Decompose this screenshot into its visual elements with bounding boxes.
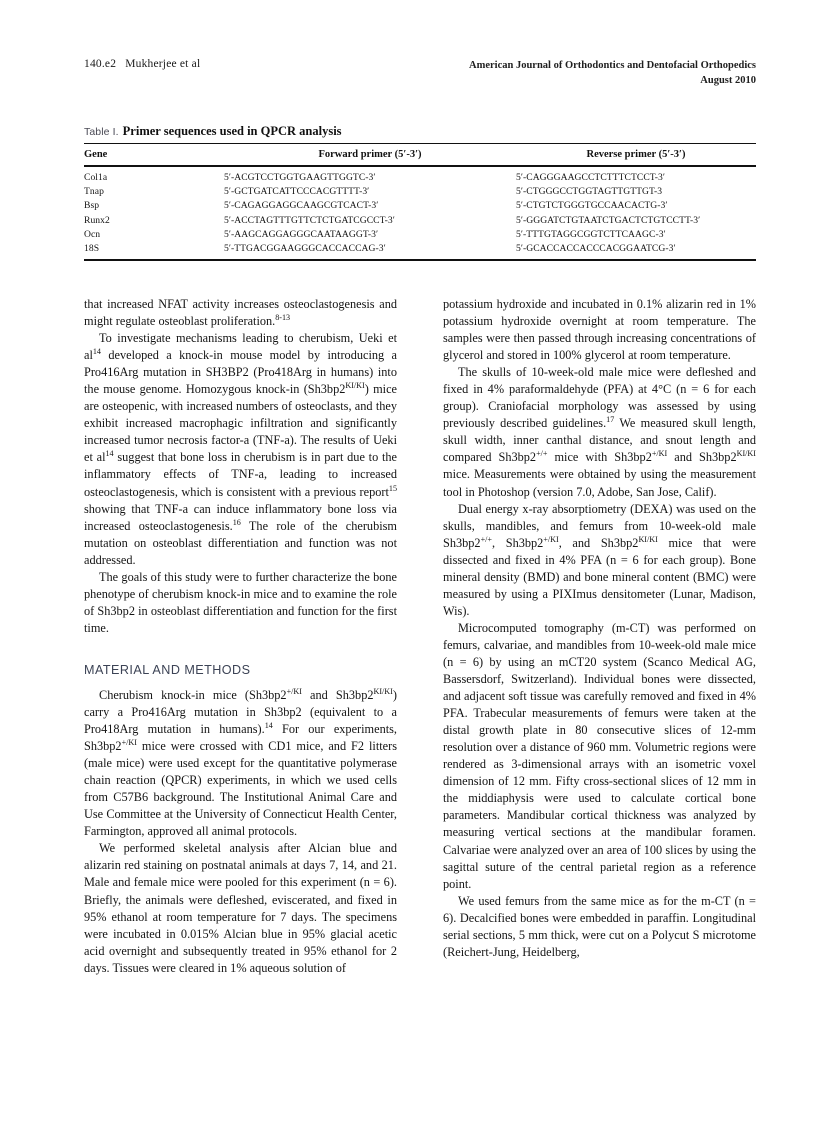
cell-gene: Tnap — [84, 186, 104, 198]
running-head-right — [469, 58, 756, 88]
citation-ref: 14 — [105, 449, 114, 459]
cell-gene: Runx2 — [84, 214, 110, 226]
cell-reverse-primer: 5′-GCACCACCACCCACGGAATCG-3′ — [516, 242, 676, 254]
paragraph-text: and Sh3bp2 — [667, 450, 737, 465]
running-head-authors: Mukherjee et al — [125, 58, 201, 70]
paragraph-knockin-mice — [84, 687, 397, 840]
genotype-superscript: KI/KI — [345, 381, 365, 391]
cell-forward-primer: 5′-CAGAGGAGGCAAGCGTCACT-3′ — [224, 200, 379, 212]
cell-forward-primer: 5′-ACGTCCTGGTGAAGTTGGTC-3′ — [224, 172, 376, 183]
table-row — [84, 166, 756, 185]
body-columns — [84, 296, 756, 1056]
left-column — [84, 296, 397, 977]
paragraph-continued: potassium hydroxide and incubated in 0.1% alizarin red in 1% potassium hydroxide overnight at room temperature. The samples were then passed through increasing concentrations of glycerol and stored in 100% glycerol at room temperature. — [443, 297, 756, 363]
genotype-superscript: +/KI — [121, 737, 137, 747]
paragraph-text: , and Sh3bp2 — [558, 535, 639, 550]
cell-forward-primer: 5′-ACCTAGTTTGTTCTCTGATCGCCT-3′ — [224, 214, 395, 226]
paragraph-text: and Sh3bp2 — [301, 687, 374, 702]
paragraph-text: ) carry a Pro416Arg mutation in Sh3bp2 (equivalent to a Pro418Arg mutation in humans). — [84, 687, 397, 737]
table-bottom-rule — [84, 259, 756, 261]
table-row — [84, 227, 756, 241]
genotype-superscript: KI/KI — [736, 449, 756, 459]
paragraph-text: mice that were dissected and fixed in 4% PFA (n = 6 for each group). Bone mineral density (BMD) and bone mineral content (BMC) were measured by using a PIXImus densitometer (Lunar, Madison, Wis). — [443, 535, 757, 618]
cell-forward-primer: 5′-TTGACGGAAGGGCACCACCAG-3′ — [224, 242, 386, 254]
right-column — [443, 296, 756, 961]
column-header-forward-primer: Forward primer (5′-3′) — [224, 144, 516, 167]
genotype-superscript: +/KI — [286, 686, 302, 696]
table-row — [84, 199, 756, 213]
citation-ref: 16 — [232, 517, 241, 527]
citation-ref: 17 — [606, 415, 615, 425]
issue-date: August 2010 — [700, 75, 756, 87]
genotype-superscript: +/KI — [651, 449, 668, 459]
cell-forward-primer: 5′-GCTGATCATTCCCACGTTTT-3′ — [224, 186, 370, 198]
citation-ref: 15 — [388, 483, 397, 493]
genotype-superscript: +/+ — [536, 449, 548, 459]
cell-reverse-primer: 5′-CTGTCTGGGTGCCAACACTG-3′ — [516, 200, 668, 212]
running-head — [84, 58, 756, 98]
paragraph-dexa — [443, 501, 756, 620]
primer-table — [84, 143, 756, 259]
paragraph-text: developed a knock-in mouse model by introducing a Pro416Arg mutation in SH3BP2 (Pro418Arg in humans) into the mouse genome. Homozygous knock-in (Sh3bp2 — [84, 348, 397, 397]
paragraph-text: mice with Sh3bp2 — [547, 450, 652, 465]
cell-reverse-primer: 5′-TTTGTAGGCGGTCTTCAAGC-3′ — [516, 228, 666, 240]
table-body — [84, 166, 756, 259]
paragraph-text: showing that TNF-a can induce inflammatory bone loss via increased osteoclastogenesis. — [84, 501, 397, 533]
cell-forward-primer: 5′-AAGCAGGAGGGCAATAAGGT-3′ — [224, 228, 379, 240]
paragraph-skull-morphology — [443, 364, 756, 500]
paragraph-text: mice. Measurements were obtained by using the measurement tool in Photoshop (version 7.0, Adobe, San Jose, Calif). — [443, 467, 756, 499]
paragraph-histology: We used femurs from the same mice as for the m-CT (n = 6). Decalcified bones were embedded in paraffin. Longitudinal serial sections, 5 mm thick, were cut on a Polycut S microtome (Reichert-Jung, Heidelberg, — [443, 893, 756, 959]
cell-reverse-primer: 5′-CTGGGCCTGGTAGTTGTTGT-3 — [516, 186, 663, 198]
cell-reverse-primer: 5′-GGGATCTGTAATCTGACTCTGTCCTT-3′ — [516, 214, 701, 226]
paragraph-microct: Microcomputed tomography (m-CT) was performed on femurs, calvariae, and mandibles from 10-week-old male mice (n = 6) by using an mCT20 system (Scanco Medical AG, Bassersdorf, Switzerland). Individual bones were dissected, and adjacent soft tissue was carefully removed and fixed in 4% PFA. Trabecular measurements of femurs were taken at the distal growth plate in 80 consecutive slices of 12-mm resolution over a distance of 960 mm. Volumetric regions were rendered as 3-dimensional arrays with an isometric voxel dimension of 12 mm. Fifty cross-sectional slices of 12 mm in the middiaphysis were used to calculate cortical bone parameters. Mandibular cortical thickness was analyzed by measuring vertical sections at the mandibular foramen. Calvariae were analyzed over an area of 100 slices by using the sagittal suture of the central parietal region as a reference point. — [443, 620, 756, 891]
paragraph-text: suggest that bone loss in cherubism is in part due to the inflammatory effects of TNF-a, leading to increased osteoclastogenesis, which is consistent with a previous report — [84, 450, 397, 499]
section-spacer — [84, 677, 397, 687]
cell-gene: Bsp — [84, 200, 100, 212]
table-row — [84, 213, 756, 227]
genotype-superscript: +/KI — [543, 534, 559, 544]
genotype-superscript: KI/KI — [638, 534, 658, 544]
table-caption — [84, 124, 756, 143]
citation-ref: 14 — [264, 720, 273, 730]
paragraph-ueki-model — [84, 330, 397, 569]
paragraph-text: Cherubism knock-in mice (Sh3bp2 — [99, 687, 287, 702]
paragraph-text: , Sh3bp2 — [492, 535, 544, 550]
table-block — [84, 124, 756, 261]
citation-ref: 14 — [92, 347, 101, 357]
journal-title: American Journal of Orthodontics and Dentofacial Orthopedics — [469, 60, 756, 71]
paragraph-text: mice were crossed with CD1 mice, and F2 litters (male mice) were used except for the quantitative polymerase chain reaction (QPCR) experiments, in which we used cells from C57B6 background. The Institutional Animal Care and Use Committee at the University of Connecticut Health Center, Farmington, approved all animal protocols. — [84, 739, 397, 839]
table-row — [84, 241, 756, 259]
paragraph-text: For our experiments, Sh3bp2 — [84, 722, 397, 754]
table-head — [84, 144, 756, 167]
page-folio: 140.e2 — [84, 58, 117, 70]
citation-ref: 8-13 — [275, 312, 291, 322]
paragraph-continued — [84, 296, 397, 330]
section-heading-material-and-methods: MATERIAL AND METHODS — [84, 662, 251, 677]
cell-gene: Ocn — [84, 228, 101, 240]
paragraph-text: To investigate mechanisms leading to cherubism, Ueki et al — [84, 331, 397, 363]
paragraph-skeletal-analysis: We performed skeletal analysis after Alcian blue and alizarin red staining on postnatal animals at days 7, 14, and 21. Male and female mice were pooled for this experiment (n = 6). Briefly, the animals were defleshed, eviscerated, and fixed in 95% ethanol at room temperature for 7 days. The specimens were incubated in 0.015% Alcian blue in 95% glacial acetic acid overnight and subsequently treated in 95% ethanol for 2 days. Tissues were cleared in 1% aqueous solution of — [84, 841, 397, 975]
paragraph-text: Dual energy x-ray absorptiometry (DEXA) was used on the skulls, mandibles, and femurs from 10-week-old male Sh3bp2 — [443, 501, 756, 550]
paragraph-text: ) mice are osteopenic, with increased numbers of osteoclasts, and they exhibit increased macrophagic infiltration and significantly increased tumor necrosis factor-a (TNF-a). The results of Ueki et al — [84, 382, 397, 465]
paragraph-text: We measured skull length, skull width, inner canthal distance, and snout length and compared Sh3bp2 — [443, 416, 757, 465]
running-head-left — [84, 58, 200, 70]
table-title: Primer sequences used in QPCR analysis — [122, 124, 342, 138]
paragraph-text: The role of the cherubism mutation on osteoblast differentiation and function was not addressed. — [84, 518, 397, 567]
paragraph-study-goals: The goals of this study were to further characterize the bone phenotype of cherubism knock-in mice and to examine the role of Sh3bp2 in osteoblast differentiation and function for the first time. — [84, 569, 397, 635]
genotype-superscript: KI/KI — [373, 686, 393, 696]
cell-gene: 18S — [84, 242, 100, 254]
genotype-superscript: +/+ — [480, 534, 492, 544]
table-number-label: Table I. — [84, 126, 119, 138]
paragraph-text: The skulls of 10-week-old male mice were defleshed and fixed in 4% paraformaldehyde (PFA) at 4°C (n = 6 for each group). Craniofacial morphology was assessed by using previously described guidelines. — [443, 365, 756, 431]
column-header-reverse-primer: Reverse primer (5′-3′) — [516, 144, 756, 167]
section-spacer — [84, 637, 397, 663]
cell-reverse-primer: 5′-CAGGGAAGCCTCTTTCTCCT-3′ — [516, 172, 666, 183]
column-header-gene: Gene — [84, 144, 224, 167]
paragraph-text: that increased NFAT activity increases osteoclastogenesis and might regulate osteoblast proliferation. — [84, 297, 397, 329]
table-header-row — [84, 144, 756, 167]
table-row — [84, 185, 756, 199]
cell-gene: Col1a — [84, 172, 108, 183]
